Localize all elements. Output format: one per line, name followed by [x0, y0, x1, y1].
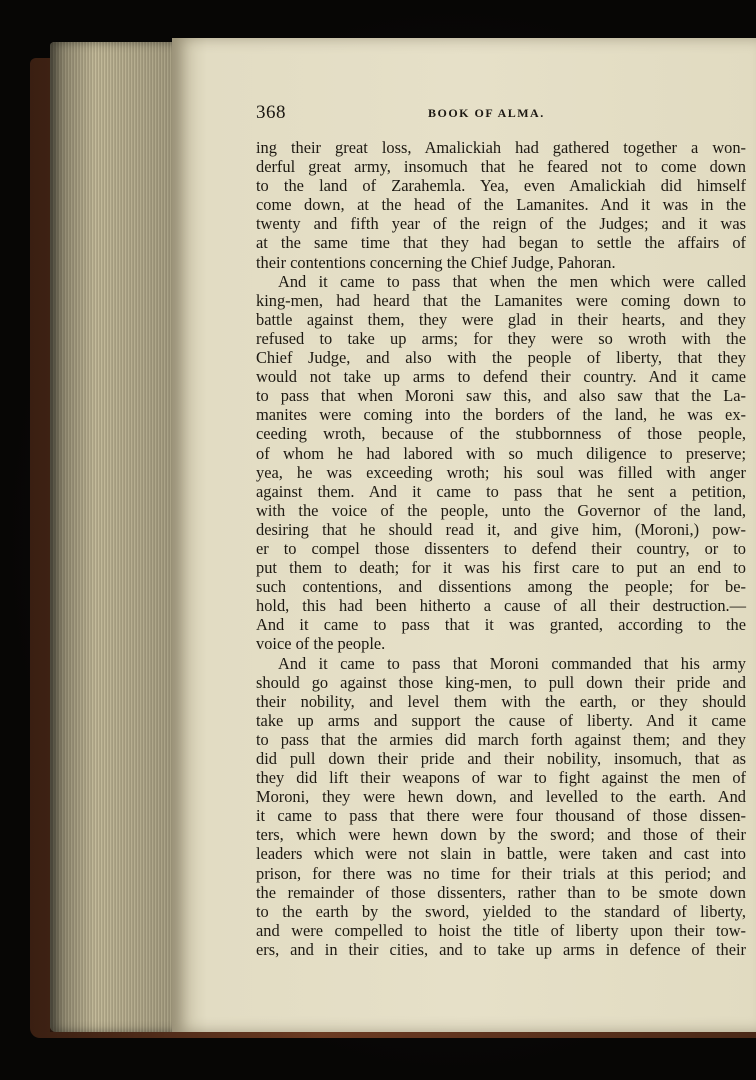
text-line: king-men, had heard that the Lamanites were coming down to [256, 290, 746, 310]
text-line: manites were coming into the borders of the land, he was ex- [256, 405, 746, 425]
book-page [172, 38, 756, 1032]
text-line: twenty and fifth year of the reign of the Judges; and it was [256, 214, 746, 234]
text-line: should go against those king-men, to pull down their pride and [256, 672, 746, 692]
text-line: such contentions, and dissentions among the people; for be- [256, 577, 746, 597]
page-edges [50, 42, 178, 1032]
text-line: would not take up arms to defend their country. And it came [256, 367, 746, 387]
text-line: to the earth by the sword, yielded to the standard of liberty, [256, 901, 746, 921]
body-text [256, 138, 746, 959]
text-line: take up arms and support the cause of liberty. And it came [256, 710, 746, 730]
text-line: leaders which were not slain in battle, were taken and cast into [256, 844, 746, 864]
text-line: it came to pass that there were four thousand of those dissen- [256, 806, 746, 826]
text-line: And it came to pass that when the men which were called [278, 271, 746, 291]
text-line: to the land of Zarahemla. Yea, even Amalickiah did himself [256, 176, 746, 196]
text-line: refused to take up arms; for they were so wroth with the [256, 328, 746, 348]
text-line: to pass that the armies did march forth against them; and they [256, 729, 746, 749]
text-line: of whom he had labored with so much diligence to preserve; [256, 443, 746, 463]
text-line: did pull down their pride and their nobility, insomuch, that as [256, 749, 746, 768]
page-header [256, 102, 746, 126]
running-head: BOOK OF ALMA. [428, 106, 545, 120]
text-line: And it came to pass that Moroni commanded that his army [278, 653, 746, 673]
text-line: and were compelled to hoist the title of liberty upon their tow- [256, 920, 746, 940]
text-line: their nobility, and level them with the earth, or they should [256, 691, 746, 711]
text-line: with the voice of the people, unto the Governor of the land, [256, 500, 746, 520]
text-line: ing their great loss, Amalickiah had gathered together a won- [256, 138, 746, 157]
text-line: And it came to pass that it was granted, according to the [256, 615, 746, 635]
text-line: ceeding wroth, because of the stubbornness of those people, [256, 424, 746, 444]
text-line: put them to death; for it was his first care to put an end to [256, 558, 746, 578]
text-line: they did lift their weapons of war to fight against the men of [256, 768, 746, 788]
text-line: hold, this had been hitherto a cause of all their destruction.— [256, 596, 746, 616]
text-line: their contentions concerning the Chief Judge, Pahoran. [256, 252, 616, 272]
page-number: 368 [256, 102, 286, 123]
text-line: ers, and in their cities, and to take up arms in defence of their [256, 939, 746, 959]
text-line: the remainder of those dissenters, rather than to be smote down [256, 882, 746, 902]
text-line: voice of the people. [256, 634, 386, 654]
text-line: Chief Judge, and also with the people of liberty, that they [256, 348, 746, 368]
text-line: ters, which were hewn down by the sword; and those of their [256, 825, 746, 845]
text-line: battle against them, they were glad in their hearts, and they [256, 309, 746, 329]
text-line: against them. And it came to pass that he sent a petition, [256, 481, 746, 501]
text-line: desiring that he should read it, and give him, (Moroni,) pow- [256, 519, 746, 539]
text-line: er to compel those dissenters to defend their country, or to [256, 538, 746, 558]
text-line: prison, for there was no time for their trials at this period; and [256, 863, 746, 883]
text-line: to pass that when Moroni saw this, and also saw that the La- [256, 386, 746, 406]
text-line: Moroni, they were hewn down, and levelled to the earth. And [256, 787, 746, 807]
text-line: come down, at the head of the Lamanites. And it was in the [256, 195, 746, 215]
text-line: yea, he was exceeding wroth; his soul was filled with anger [256, 462, 746, 482]
text-line: derful great army, insomuch that he feared not to come down [256, 157, 746, 177]
text-line: at the same time that they had began to settle the affairs of [256, 233, 746, 253]
